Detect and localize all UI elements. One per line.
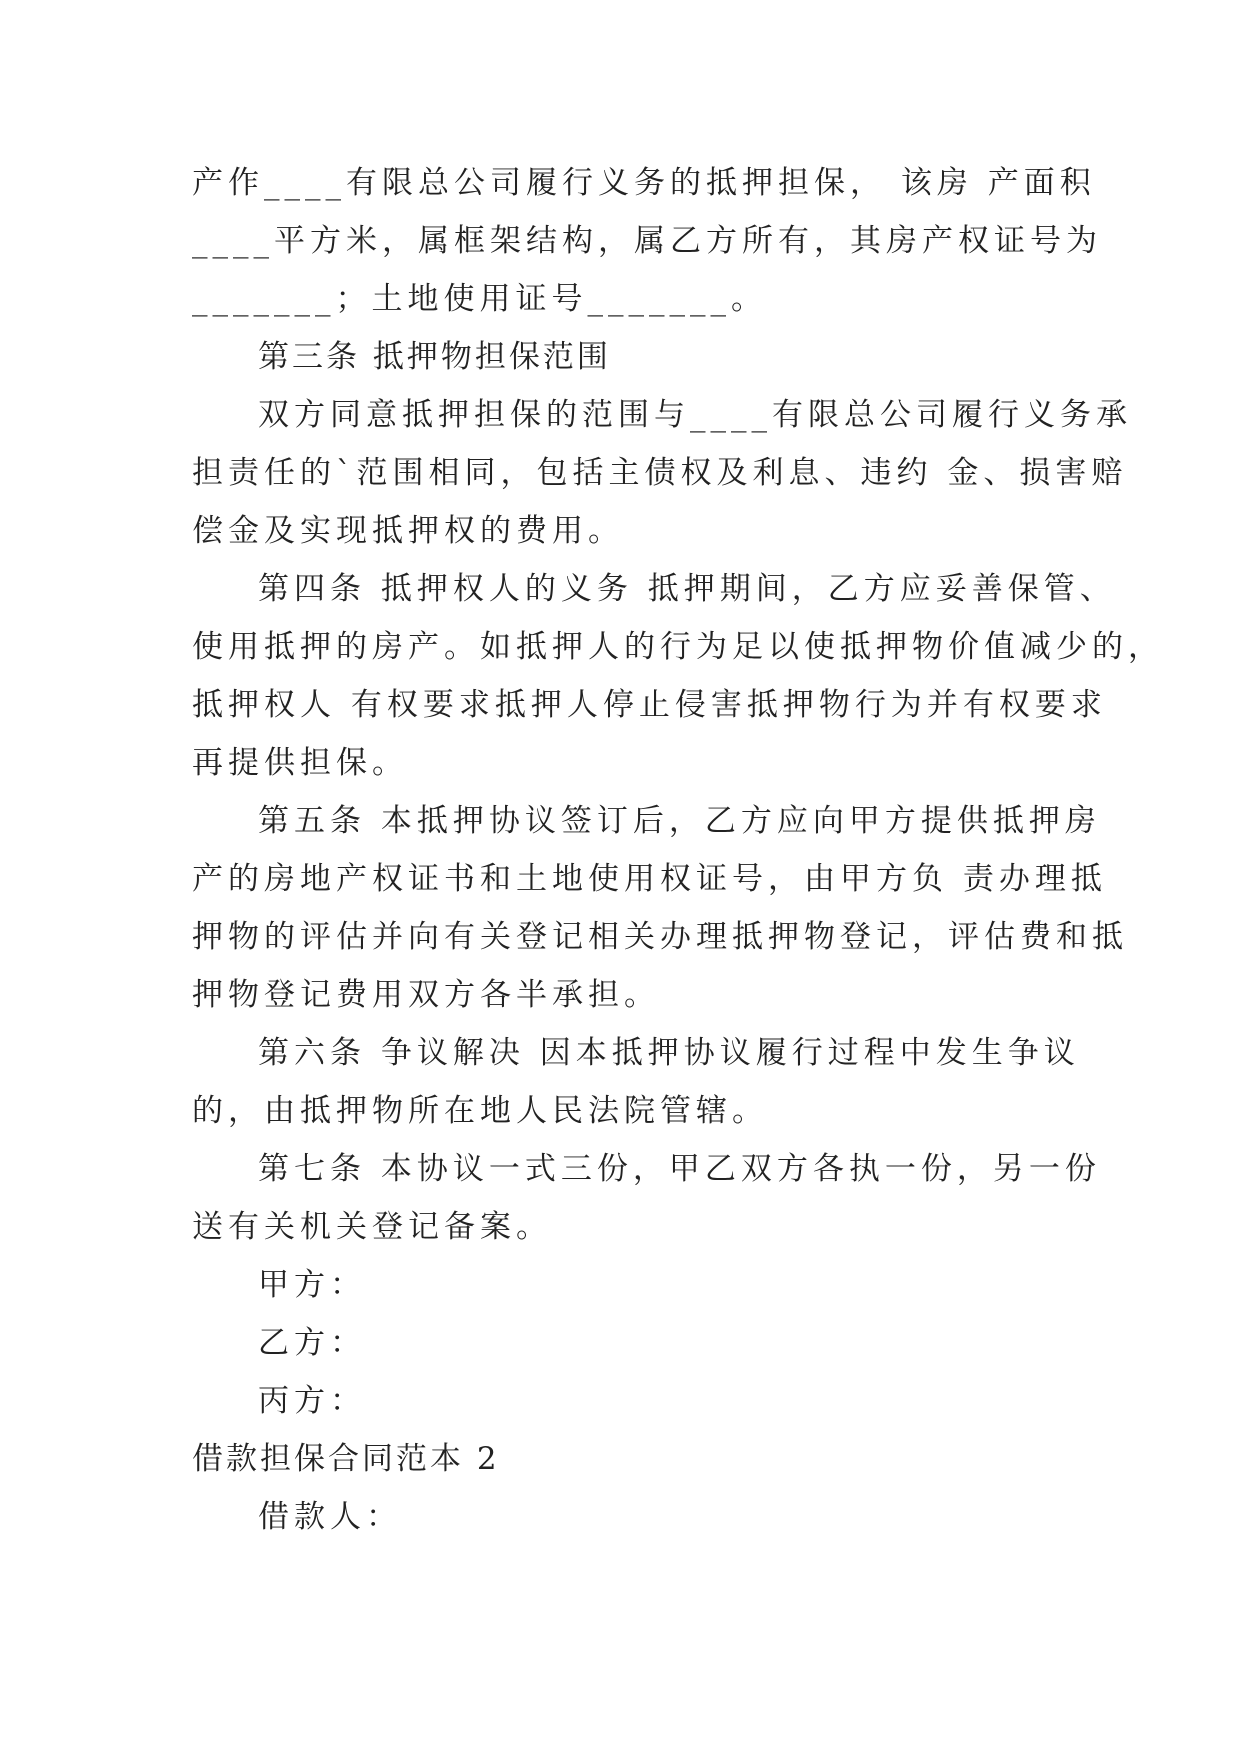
borrower-label: 借款人： — [258, 1499, 402, 1535]
text-line: 使用抵押的房产。如抵押人的行为足以使抵押物价值减少的， — [192, 629, 1164, 665]
paragraph-article-6 — [192, 1024, 1080, 1140]
document-content — [192, 154, 1164, 1546]
text-line: 押物的评估并向有关登记相关办理抵押物登记，评估费和抵 — [192, 919, 1128, 955]
section-2-title — [192, 1430, 1052, 1488]
text-line: 担责任的`范围相同，包括主债权及利息、违约 金、损害赔 — [192, 455, 1128, 491]
text-line: 双方同意抵押担保的范围与____有限总公司履行义务承 — [258, 397, 1132, 433]
signature-party-b: 乙方： — [258, 1325, 366, 1361]
text-line: 产作____有限总公司履行义务的抵押担保， 该房 产面积 — [192, 165, 1096, 201]
text-line: _______；土地使用证号_______。 — [192, 281, 767, 317]
text-line: 押物登记费用双方各半承担。 — [192, 977, 660, 1013]
borrower-block — [192, 1488, 1052, 1546]
text-line: 抵押权人 有权要求抵押人停止侵害抵押物行为并有权要求 — [192, 687, 1107, 723]
signature-block — [192, 1256, 1052, 1430]
heading-text: 第三条 抵押物担保范围 — [258, 339, 611, 375]
text-line: 产的房地产权证书和土地使用权证号，由甲方负 责办理抵 — [192, 861, 1107, 897]
article-3-heading — [192, 328, 1052, 386]
signature-party-c: 丙方： — [258, 1383, 366, 1419]
paragraph-property-description — [192, 154, 1102, 328]
signature-party-a: 甲方： — [258, 1267, 366, 1303]
text-line: 第七条 本协议一式三份，甲乙双方各执一份，另一份 — [258, 1151, 1101, 1187]
text-line: 的，由抵押物所在地人民法院管辖。 — [192, 1093, 768, 1129]
text-line: 偿金及实现抵押权的费用。 — [192, 513, 624, 549]
paragraph-article-4 — [192, 560, 1164, 792]
text-line: 送有关机关登记备案。 — [192, 1209, 552, 1245]
text-line: 第五条 本抵押协议签订后，乙方应向甲方提供抵押房 — [258, 803, 1101, 839]
text-line: 再提供担保。 — [192, 745, 408, 781]
text-line: ____平方米，属框架结构，属乙方所有，其房产权证号为 — [192, 223, 1102, 259]
text-line: 第六条 争议解决 因本抵押协议履行过程中发生争议 — [258, 1035, 1080, 1071]
section-title-text: 借款担保合同范本 2 — [192, 1441, 500, 1477]
paragraph-article-5 — [192, 792, 1128, 1024]
paragraph-article-7 — [192, 1140, 1101, 1256]
text-line: 第四条 抵押权人的义务 抵押期间，乙方应妥善保管、 — [258, 571, 1116, 607]
paragraph-article-3 — [192, 386, 1132, 560]
